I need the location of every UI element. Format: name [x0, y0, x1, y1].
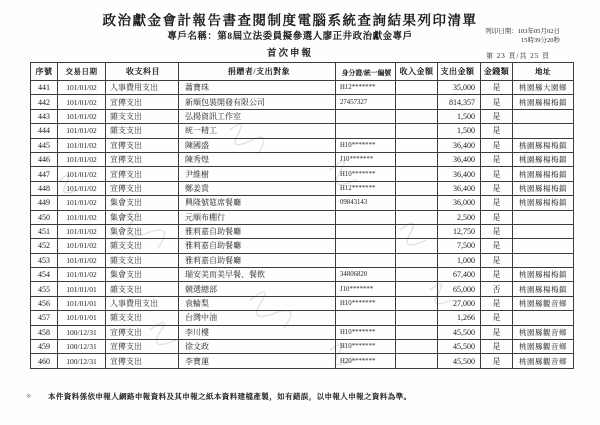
column-header-category: 收支科目 [106, 63, 179, 81]
column-header-seq: 序號 [31, 63, 58, 81]
cell-seq: 441 [31, 81, 58, 95]
cell-payee: 雅莉嘉自助餐廳 [179, 224, 336, 238]
cell-income-amount [396, 354, 438, 368]
table-row [31, 124, 574, 138]
cell-monetary-flag: 是 [481, 210, 513, 224]
cell-id-number: H10******* [336, 138, 396, 152]
cell-address [513, 311, 574, 325]
cell-category: 雜支支出 [106, 282, 179, 296]
cell-payee: 陳秀煌 [179, 152, 336, 166]
cell-payee: 新順包裝開發有限公司 [179, 95, 336, 109]
cell-expense-amount: 12,750 [438, 224, 481, 238]
cell-income-amount [396, 325, 438, 339]
cell-id-number [336, 311, 396, 325]
cell-category: 宣傳支出 [106, 95, 179, 109]
cell-id-number [336, 109, 396, 123]
table-row [31, 152, 574, 166]
cell-id-number: H12******* [336, 81, 396, 95]
column-header-expense-amount: 支出金額 [438, 63, 481, 81]
cell-category: 雜支支出 [106, 239, 179, 253]
cell-address: 桃園縣觀音鄉 [513, 354, 574, 368]
cell-seq: 444 [31, 124, 58, 138]
cell-monetary-flag: 是 [481, 311, 513, 325]
cell-category: 雜支支出 [106, 109, 179, 123]
cell-payee: 統一精工 [179, 124, 336, 138]
print-info [485, 27, 560, 45]
cell-income-amount [396, 210, 438, 224]
cell-date: 101/01/01 [58, 282, 106, 296]
cell-income-amount [396, 124, 438, 138]
cell-expense-amount: 1,500 [438, 109, 481, 123]
cell-payee: 徐文政 [179, 340, 336, 354]
cell-monetary-flag: 是 [481, 138, 513, 152]
cell-monetary-flag: 是 [481, 224, 513, 238]
cell-expense-amount: 1,500 [438, 124, 481, 138]
print-time: 15時39分20秒 [521, 37, 560, 45]
cell-category: 雜支支出 [106, 253, 179, 267]
table-row [31, 181, 574, 195]
cell-payee: 瑞安美而美早餐、餐飲 [179, 268, 336, 282]
table-row [31, 239, 574, 253]
cell-expense-amount: 36,400 [438, 138, 481, 152]
cell-id-number: 27457327 [336, 95, 396, 109]
cell-seq: 447 [31, 167, 58, 181]
cell-expense-amount: 45,500 [438, 340, 481, 354]
cell-date: 100/12/31 [58, 325, 106, 339]
cell-income-amount [396, 152, 438, 166]
cell-income-amount [396, 340, 438, 354]
cell-date: 101/01/02 [58, 167, 106, 181]
cell-monetary-flag: 是 [481, 239, 513, 253]
cell-address: 桃園縣楊梅鎮 [513, 181, 574, 195]
cell-id-number: J10******* [336, 282, 396, 296]
cell-id-number: H20******* [336, 354, 396, 368]
cell-date: 101/01/02 [58, 210, 106, 224]
cell-expense-amount: 67,400 [438, 268, 481, 282]
cell-address: 桃園縣觀音鄉 [513, 296, 574, 310]
cell-id-number: H10******* [336, 340, 396, 354]
column-header-monetary-flag: 金錢類 [481, 63, 513, 81]
cell-seq: 442 [31, 95, 58, 109]
cell-monetary-flag: 是 [481, 152, 513, 166]
cell-income-amount [396, 181, 438, 195]
table-row [31, 224, 574, 238]
cell-date: 101/01/02 [58, 268, 106, 282]
table-row [31, 95, 574, 109]
table-row [31, 268, 574, 282]
report-type: 首次申報 [266, 49, 313, 59]
column-header-income-amount: 收入金額 [396, 63, 438, 81]
cell-income-amount [396, 311, 438, 325]
cell-monetary-flag: 是 [481, 268, 513, 282]
cell-monetary-flag: 否 [481, 282, 513, 296]
table-row [31, 167, 574, 181]
cell-monetary-flag: 是 [481, 296, 513, 310]
cell-address: 桃園縣楊梅鎮 [513, 95, 574, 109]
cell-date: 101/01/02 [58, 253, 106, 267]
cell-payee: 競選總部 [179, 282, 336, 296]
cell-category: 集會支出 [106, 268, 179, 282]
cell-payee: 興隆號筵席餐廳 [179, 196, 336, 210]
cell-expense-amount: 45,500 [438, 354, 481, 368]
cell-income-amount [396, 268, 438, 282]
cell-seq: 457 [31, 311, 58, 325]
cell-expense-amount: 814,357 [438, 95, 481, 109]
cell-income-amount [396, 282, 438, 296]
cell-seq: 445 [31, 138, 58, 152]
cell-seq: 451 [31, 224, 58, 238]
cell-address: 桃園縣楊梅鎮 [513, 196, 574, 210]
cell-address: 桃園縣楊梅鎮 [513, 138, 574, 152]
cell-address: 桃園縣楊梅鎮 [513, 268, 574, 282]
cell-expense-amount: 1,266 [438, 311, 481, 325]
cell-expense-amount: 36,400 [438, 152, 481, 166]
cell-address [513, 224, 574, 238]
cell-id-number: 34806820 [336, 268, 396, 282]
cell-id-number: J10******* [336, 152, 396, 166]
cell-category: 宣傳支出 [106, 152, 179, 166]
page-number: 第 23 頁/共 25 頁 [486, 52, 550, 60]
cell-date: 101/01/02 [58, 239, 106, 253]
cell-seq: 458 [31, 325, 58, 339]
cell-category: 宣傳支出 [106, 181, 179, 195]
cell-payee: 元順布棚行 [179, 210, 336, 224]
cell-payee: 尹維樹 [179, 167, 336, 181]
cell-category: 人事費用支出 [106, 296, 179, 310]
column-header-address: 地址 [513, 63, 574, 81]
cell-expense-amount: 36,400 [438, 167, 481, 181]
cell-id-number [336, 239, 396, 253]
cell-payee: 鄭姜貴 [179, 181, 336, 195]
cell-category: 宣傳支出 [106, 340, 179, 354]
table-row [31, 81, 574, 95]
cell-monetary-flag: 是 [481, 95, 513, 109]
cell-monetary-flag: 是 [481, 325, 513, 339]
footnote-marker: ※ [26, 393, 32, 400]
cell-category: 集會支出 [106, 210, 179, 224]
cell-date: 101/01/02 [58, 109, 106, 123]
cell-address: 桃園縣觀音鄉 [513, 325, 574, 339]
cell-income-amount [396, 224, 438, 238]
cell-monetary-flag: 是 [481, 354, 513, 368]
cell-payee: 蕭寶珠 [179, 81, 336, 95]
cell-category: 宣傳支出 [106, 354, 179, 368]
cell-category: 雜支支出 [106, 124, 179, 138]
cell-income-amount [396, 109, 438, 123]
cell-seq: 443 [31, 109, 58, 123]
cell-id-number: H10******* [336, 167, 396, 181]
table-body [31, 81, 574, 369]
cell-seq: 450 [31, 210, 58, 224]
cell-date: 100/12/31 [58, 340, 106, 354]
table-row [31, 196, 574, 210]
cell-monetary-flag: 是 [481, 109, 513, 123]
cell-monetary-flag: 是 [481, 253, 513, 267]
cell-seq: 456 [31, 296, 58, 310]
cell-category: 宣傳支出 [106, 325, 179, 339]
cell-id-number: 09843143 [336, 196, 396, 210]
cell-address: 桃園縣楊梅鎮 [513, 152, 574, 166]
account-name: 專戶名稱：第8屆立法委員擬參選人廖正井政治獻金專戶 [167, 32, 413, 42]
cell-expense-amount: 36,400 [438, 181, 481, 195]
cell-id-number [336, 224, 396, 238]
cell-address [513, 210, 574, 224]
cell-category: 集會支出 [106, 196, 179, 210]
cell-date: 101/01/02 [58, 152, 106, 166]
cell-date: 101/01/02 [58, 95, 106, 109]
cell-date: 101/01/02 [58, 196, 106, 210]
cell-expense-amount: 35,000 [438, 81, 481, 95]
cell-income-amount [396, 196, 438, 210]
table-row [31, 109, 574, 123]
table-row [31, 325, 574, 339]
cell-income-amount [396, 138, 438, 152]
cell-category: 集會支出 [106, 224, 179, 238]
cell-payee: 李寶蓮 [179, 354, 336, 368]
cell-category: 人事費用支出 [106, 81, 179, 95]
cell-category: 宣傳支出 [106, 138, 179, 152]
cell-payee: 弘揚資訊工作室 [179, 109, 336, 123]
cell-payee: 李川樓 [179, 325, 336, 339]
table-header-row [31, 63, 574, 81]
cell-address [513, 124, 574, 138]
cell-expense-amount: 1,000 [438, 253, 481, 267]
cell-payee: 台灣中油 [179, 311, 336, 325]
cell-address [513, 239, 574, 253]
cell-date: 100/12/31 [58, 354, 106, 368]
cell-category: 宣傳支出 [106, 167, 179, 181]
cell-income-amount [396, 296, 438, 310]
cell-seq: 449 [31, 196, 58, 210]
cell-income-amount [396, 167, 438, 181]
cell-address: 桃園縣楊梅鎮 [513, 167, 574, 181]
cell-address: 桃園縣大園鄉 [513, 81, 574, 95]
table-row [31, 210, 574, 224]
cell-expense-amount: 65,000 [438, 282, 481, 296]
cell-payee: 袁輪梨 [179, 296, 336, 310]
cell-seq: 459 [31, 340, 58, 354]
cell-income-amount [396, 239, 438, 253]
cell-payee: 陳國盛 [179, 138, 336, 152]
cell-address [513, 253, 574, 267]
cell-id-number [336, 124, 396, 138]
cell-seq: 452 [31, 239, 58, 253]
cell-date: 101/01/01 [58, 296, 106, 310]
cell-expense-amount: 36,000 [438, 196, 481, 210]
table-row [31, 253, 574, 267]
cell-seq: 453 [31, 253, 58, 267]
cell-id-number [336, 210, 396, 224]
print-date: 列印日期：103年05月02日 [485, 28, 560, 35]
cell-date: 101/01/02 [58, 81, 106, 95]
table-row [31, 282, 574, 296]
table-row [31, 296, 574, 310]
table-row [31, 354, 574, 368]
cell-monetary-flag: 是 [481, 81, 513, 95]
table-row [31, 311, 574, 325]
cell-expense-amount: 7,500 [438, 239, 481, 253]
cell-income-amount [396, 253, 438, 267]
cell-id-number: H10******* [336, 296, 396, 310]
cell-id-number: H10******* [336, 325, 396, 339]
cell-date: 101/01/02 [58, 138, 106, 152]
cell-expense-amount: 2,500 [438, 210, 481, 224]
cell-address [513, 109, 574, 123]
column-header-payee: 捐贈者/支出對象 [179, 63, 336, 81]
cell-monetary-flag: 是 [481, 124, 513, 138]
cell-seq: 460 [31, 354, 58, 368]
cell-id-number [336, 253, 396, 267]
column-header-id-number: 身分證/統一編號 [336, 63, 396, 81]
cell-seq: 446 [31, 152, 58, 166]
cell-category: 雜支支出 [106, 311, 179, 325]
cell-monetary-flag: 是 [481, 181, 513, 195]
table-row [31, 340, 574, 354]
cell-monetary-flag: 是 [481, 196, 513, 210]
cell-id-number: H12******* [336, 181, 396, 195]
cell-payee: 雅莉嘉自助餐廳 [179, 239, 336, 253]
cell-monetary-flag: 是 [481, 167, 513, 181]
cell-seq: 455 [31, 282, 58, 296]
cell-date: 101/01/01 [58, 311, 106, 325]
cell-payee: 雅莉嘉自助餐廳 [179, 253, 336, 267]
cell-address: 桃園縣楊梅鎮 [513, 282, 574, 296]
cell-seq: 454 [31, 268, 58, 282]
cell-date: 101/01/02 [58, 181, 106, 195]
table-row [31, 138, 574, 152]
cell-monetary-flag: 是 [481, 340, 513, 354]
cell-date: 101/01/02 [58, 124, 106, 138]
column-header-date: 交易日期 [58, 63, 106, 81]
cell-seq: 448 [31, 181, 58, 195]
cell-expense-amount: 45,500 [438, 325, 481, 339]
cell-income-amount [396, 95, 438, 109]
cell-date: 101/01/02 [58, 224, 106, 238]
cell-expense-amount: 27,000 [438, 296, 481, 310]
transactions-table [30, 62, 574, 369]
cell-address: 桃園縣觀音鄉 [513, 340, 574, 354]
page-title: 政治獻金會計報告書查閱制度電腦系統查詢結果列印清單 [102, 13, 478, 28]
cell-income-amount [396, 81, 438, 95]
footnote: 本件資料係依申報人網路申報資料及其申報之紙本資料建檔產製，如有錯誤，以申報人申報之資料為準。 [48, 392, 412, 401]
